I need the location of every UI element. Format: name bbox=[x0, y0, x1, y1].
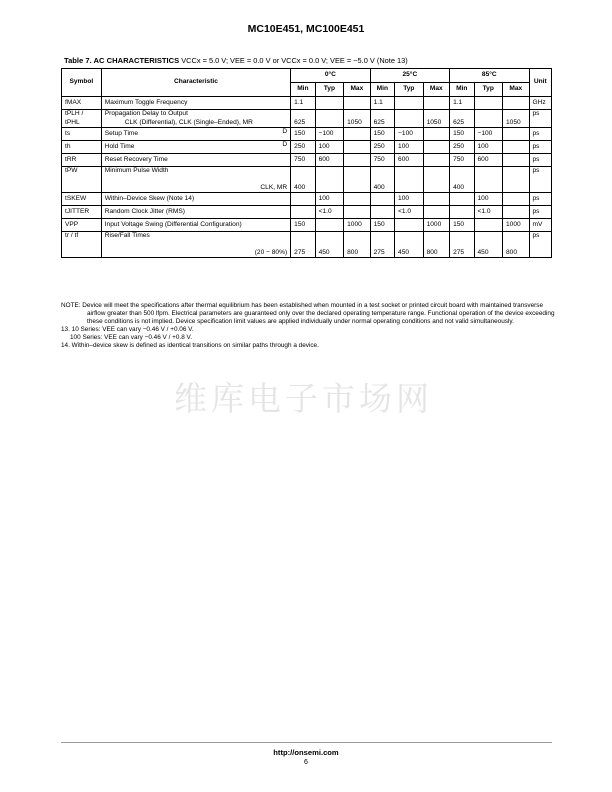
col-characteristic-header: Characteristic bbox=[101, 69, 290, 97]
cell-value: 150 bbox=[291, 128, 315, 141]
cell-value: 800 bbox=[503, 232, 530, 258]
cell-unit: ps bbox=[529, 110, 551, 128]
cell-value: 1000 bbox=[503, 219, 530, 232]
cell-value: 450 bbox=[474, 232, 503, 258]
subcol-min: Min bbox=[370, 83, 394, 97]
subcol-typ: Typ bbox=[315, 83, 344, 97]
cell-symbol: VPP bbox=[62, 219, 102, 232]
cell-value: 1000 bbox=[423, 219, 450, 232]
temp-header-25c: 25°C bbox=[370, 69, 449, 83]
cell-unit: ps bbox=[529, 154, 551, 167]
cell-value: 150 bbox=[291, 219, 315, 232]
cell-value: 100 bbox=[315, 193, 344, 206]
cell-value bbox=[503, 128, 530, 141]
subcol-max: Max bbox=[344, 83, 371, 97]
characteristic-label: Input Voltage Swing (Differential Configuration) bbox=[104, 220, 242, 228]
cell-value: 1.1 bbox=[450, 97, 474, 110]
table-row bbox=[62, 167, 552, 193]
cell-value: 1050 bbox=[344, 110, 371, 128]
cell-value bbox=[503, 167, 530, 193]
table-row bbox=[62, 110, 552, 128]
characteristic-condition: D bbox=[282, 128, 288, 135]
cell-unit: ps bbox=[529, 141, 551, 154]
cell-value bbox=[474, 110, 503, 128]
cell-value bbox=[315, 167, 344, 193]
col-symbol-header: Symbol bbox=[62, 69, 102, 97]
note-13-100-series: 100 Series: VEE can vary −0.46 V / +0.8 V. bbox=[70, 334, 192, 342]
cell-value: 450 bbox=[315, 232, 344, 258]
characteristic-label: Maximum Toggle Frequency bbox=[104, 98, 188, 106]
characteristic-label: Propagation Delay to Output bbox=[104, 110, 188, 117]
cell-value: 750 bbox=[291, 154, 315, 167]
cell-value bbox=[370, 193, 394, 206]
cell-value: 1.1 bbox=[291, 97, 315, 110]
table-row bbox=[62, 206, 552, 219]
cell-value: 600 bbox=[395, 154, 424, 167]
cell-symbol: tJITTER bbox=[62, 206, 102, 219]
subcol-min: Min bbox=[450, 83, 474, 97]
cell-value bbox=[344, 97, 371, 110]
cell-value: 100 bbox=[395, 141, 424, 154]
cell-value: 100 bbox=[474, 193, 503, 206]
cell-value: 150 bbox=[450, 128, 474, 141]
cell-value: 400 bbox=[370, 167, 394, 193]
cell-value: 100 bbox=[395, 193, 424, 206]
cell-characteristic bbox=[101, 97, 290, 110]
temp-header-85c: 85°C bbox=[450, 69, 529, 83]
cell-value: 150 bbox=[370, 128, 394, 141]
cell-value: 750 bbox=[450, 154, 474, 167]
cell-characteristic bbox=[101, 193, 290, 206]
cell-value bbox=[423, 97, 450, 110]
table-caption-label: Table 7. AC CHARACTERISTICS bbox=[64, 56, 180, 65]
table-row bbox=[62, 232, 552, 258]
note-general: NOTE: Device will meet the specifications after thermal equilibrium has been established when mounted in a test socket or printed circuit board with maintained transverse airflow greater than 500 lfpm. Electrical parameters are guaranteed only over the declared operating temperature range. Functional operation of the device exceeding these conditions is not implied. Device specification limit values are applied individually under normal operating conditions and not valid simultaneously. bbox=[61, 302, 555, 325]
cell-unit: ps bbox=[529, 232, 551, 258]
cell-value bbox=[344, 193, 371, 206]
cell-symbol: tPLH / tPHL bbox=[62, 110, 102, 128]
cell-value bbox=[503, 206, 530, 219]
cell-value bbox=[395, 167, 424, 193]
characteristic-label: Setup Time bbox=[104, 129, 139, 137]
cell-symbol: tr / tf bbox=[62, 232, 102, 258]
cell-symbol: th bbox=[62, 141, 102, 154]
footer-url: http://onsemi.com bbox=[273, 748, 339, 757]
cell-symbol: ts bbox=[62, 128, 102, 141]
table-header-row-temps bbox=[62, 69, 552, 83]
cell-value: 450 bbox=[395, 232, 424, 258]
cell-value: 625 bbox=[450, 110, 474, 128]
table-row bbox=[62, 219, 552, 232]
cell-symbol: tRR bbox=[62, 154, 102, 167]
cell-value: 600 bbox=[315, 154, 344, 167]
cell-value: 1050 bbox=[423, 110, 450, 128]
cell-value: 250 bbox=[450, 141, 474, 154]
cell-value: 1.1 bbox=[370, 97, 394, 110]
col-unit-header: Unit bbox=[529, 69, 551, 97]
cell-value: 800 bbox=[423, 232, 450, 258]
cell-value: −100 bbox=[395, 128, 424, 141]
cell-value: 250 bbox=[291, 141, 315, 154]
table-row bbox=[62, 154, 552, 167]
cell-symbol: tPW bbox=[62, 167, 102, 193]
cell-value: 275 bbox=[291, 232, 315, 258]
characteristic-label: Within–Device Skew (Note 14) bbox=[104, 194, 195, 202]
cell-value bbox=[474, 219, 503, 232]
cell-value bbox=[344, 167, 371, 193]
cell-value bbox=[423, 206, 450, 219]
subcol-max: Max bbox=[503, 83, 530, 97]
cell-value: 100 bbox=[474, 141, 503, 154]
cell-characteristic bbox=[101, 154, 290, 167]
cell-value bbox=[503, 193, 530, 206]
characteristic-condition: CLK (Differential), CLK (Single–Ended), MR bbox=[124, 118, 253, 126]
characteristic-label: Rise/Fall Times bbox=[104, 232, 150, 239]
cell-characteristic bbox=[101, 110, 290, 128]
temp-header-0c: 0°C bbox=[291, 69, 370, 83]
cell-value: 800 bbox=[344, 232, 371, 258]
table-caption bbox=[64, 56, 564, 65]
characteristic-label: Reset Recovery Time bbox=[104, 155, 168, 163]
cell-value: −100 bbox=[315, 128, 344, 141]
footer-divider bbox=[61, 742, 552, 743]
cell-value bbox=[423, 141, 450, 154]
cell-value: <1.0 bbox=[474, 206, 503, 219]
cell-value bbox=[395, 219, 424, 232]
cell-value: 150 bbox=[450, 219, 474, 232]
subcol-typ: Typ bbox=[395, 83, 424, 97]
cell-value bbox=[423, 193, 450, 206]
cell-value: <1.0 bbox=[395, 206, 424, 219]
cell-value bbox=[315, 219, 344, 232]
cell-value bbox=[423, 167, 450, 193]
characteristic-label: Minimum Pulse Width bbox=[104, 167, 169, 174]
cell-value bbox=[423, 128, 450, 141]
cell-characteristic bbox=[101, 232, 290, 258]
cell-value: 150 bbox=[370, 219, 394, 232]
cell-value: 1050 bbox=[503, 110, 530, 128]
table-row bbox=[62, 141, 552, 154]
cell-value: <1.0 bbox=[315, 206, 344, 219]
cell-characteristic bbox=[101, 128, 290, 141]
characteristic-label: Random Clock Jitter (RMS) bbox=[104, 207, 185, 215]
cell-value bbox=[503, 97, 530, 110]
cell-value bbox=[450, 193, 474, 206]
cell-value bbox=[291, 206, 315, 219]
cell-value: 600 bbox=[474, 154, 503, 167]
table-row bbox=[62, 128, 552, 141]
footer-page-number: 6 bbox=[304, 759, 308, 766]
cell-value: 100 bbox=[315, 141, 344, 154]
cell-value bbox=[503, 154, 530, 167]
table-row bbox=[62, 97, 552, 110]
cell-value: 400 bbox=[450, 167, 474, 193]
cell-value: 275 bbox=[370, 232, 394, 258]
subcol-min: Min bbox=[291, 83, 315, 97]
ac-characteristics-table bbox=[61, 68, 552, 258]
characteristic-label: Hold Time bbox=[104, 142, 135, 150]
cell-unit: ps bbox=[529, 167, 551, 193]
cell-value: 625 bbox=[291, 110, 315, 128]
cell-value bbox=[370, 206, 394, 219]
cell-value: 625 bbox=[370, 110, 394, 128]
cell-value: 250 bbox=[370, 141, 394, 154]
watermark-text: 维库电子市场网 bbox=[174, 379, 433, 418]
table-row bbox=[62, 193, 552, 206]
subcol-typ: Typ bbox=[474, 83, 503, 97]
cell-value: −100 bbox=[474, 128, 503, 141]
cell-value bbox=[474, 167, 503, 193]
cell-unit: mV bbox=[529, 219, 551, 232]
cell-characteristic bbox=[101, 167, 290, 193]
cell-value bbox=[503, 141, 530, 154]
cell-characteristic bbox=[101, 206, 290, 219]
table-caption-conditions: VCCx = 5.0 V; VEE = 0.0 V or VCCx = 0.0 V; VEE = −5.0 V (Note 13) bbox=[181, 56, 408, 65]
note-13-10-series: 13. 10 Series: VEE can vary −0.46 V / +0.06 V. bbox=[61, 326, 194, 334]
table-body bbox=[62, 97, 552, 258]
characteristic-condition: (20 − 80%) bbox=[254, 248, 288, 256]
cell-value bbox=[344, 154, 371, 167]
cell-value bbox=[450, 206, 474, 219]
characteristic-condition: CLK, MR bbox=[260, 183, 288, 191]
cell-characteristic bbox=[101, 141, 290, 154]
cell-unit: ps bbox=[529, 206, 551, 219]
cell-value: 275 bbox=[450, 232, 474, 258]
cell-symbol: fMAX bbox=[62, 97, 102, 110]
cell-value: 1000 bbox=[344, 219, 371, 232]
cell-value bbox=[291, 193, 315, 206]
cell-value bbox=[344, 128, 371, 141]
cell-unit: ps bbox=[529, 128, 551, 141]
cell-unit: ps bbox=[529, 193, 551, 206]
cell-unit: GHz bbox=[529, 97, 551, 110]
cell-value bbox=[315, 110, 344, 128]
cell-value bbox=[395, 97, 424, 110]
characteristic-condition: D bbox=[282, 141, 288, 148]
note-14: 14. Within–device skew is defined as identical transitions on similar paths through a device. bbox=[61, 341, 319, 349]
cell-symbol: tSKEW bbox=[62, 193, 102, 206]
cell-value bbox=[315, 97, 344, 110]
subcol-max: Max bbox=[423, 83, 450, 97]
cell-value bbox=[395, 110, 424, 128]
notes-section bbox=[61, 302, 556, 350]
cell-value bbox=[423, 154, 450, 167]
cell-value bbox=[344, 141, 371, 154]
cell-characteristic bbox=[101, 219, 290, 232]
cell-value: 400 bbox=[291, 167, 315, 193]
page-header-title: MC10E451, MC100E451 bbox=[247, 23, 365, 35]
cell-value: 750 bbox=[370, 154, 394, 167]
cell-value bbox=[344, 206, 371, 219]
cell-value bbox=[474, 97, 503, 110]
